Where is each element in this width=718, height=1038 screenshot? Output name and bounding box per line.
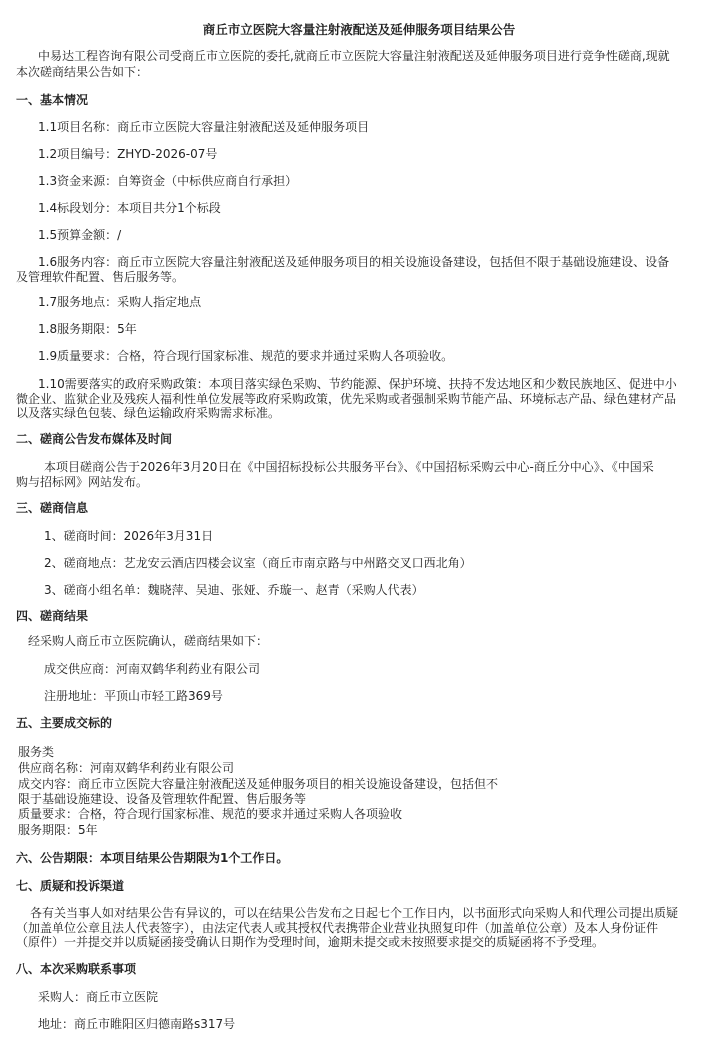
item-policy-line-2: 微企业、监狱企业及残疾人福利性单位发展等政府采购政策，优先采购或者强制采购节能产品、环境标志产品、绿色建材产品	[16, 392, 677, 406]
deal-content-line-2: 限于基础设施建设、设备及管理软件配置、售后服务等	[18, 792, 307, 806]
intro-line-2: 本次磋商结果公告如下：	[16, 65, 149, 79]
winning-supplier: 成交供应商：河南双鹤华利药业有限公司	[44, 662, 261, 676]
item-quality-requirement: 1.9质量要求：合格，符合现行国家标准、规范的要求并通过采购人各项验收。	[38, 349, 454, 363]
publication-line-2: 购与招标网》网站发布。	[16, 475, 149, 489]
section-notice-period-heading: 六、公告期限：本项目结果公告期限为1个工作日。	[16, 851, 289, 865]
item-service-period: 1.8服务期限：5年	[38, 322, 137, 336]
section-publication-heading: 二、磋商公告发布媒体及时间	[16, 432, 173, 446]
deal-quality: 质量要求：合格，符合现行国家标准、规范的要求并通过采购人各项验收	[18, 807, 403, 821]
deal-service-period: 服务期限：5年	[18, 823, 98, 837]
section-complaint-heading: 七、质疑和投诉渠道	[16, 879, 125, 893]
section-contact-heading: 八、本次采购联系事项	[16, 962, 137, 976]
intro-line-1: 中易达工程咨询有限公司受商丘市立医院的委托,就商丘市立医院大容量注射液配送及延伸服务项目进行竞争性磋商,现就	[38, 49, 670, 63]
registered-address: 注册地址：平顶山市轻工路369号	[44, 689, 223, 703]
complaint-line-3: （原件）一并提交并以质疑函接受确认日期作为受理时间，逾期未提交或未按照要求提交的质疑函将不予受理。	[16, 935, 605, 949]
deal-supplier-name: 供应商名称：河南双鹤华利药业有限公司	[18, 761, 235, 775]
item-service-content-line-2: 及管理软件配置、售后服务等。	[16, 270, 185, 284]
consultation-location: 2、磋商地点：艺龙安云酒店四楼会议室（商丘市南京路与中州路交叉口西北角）	[44, 556, 472, 570]
page-title: 商丘市立医院大容量注射液配送及延伸服务项目结果公告	[202, 22, 516, 37]
consultation-time: 1、磋商时间：2026年3月31日	[44, 529, 214, 543]
contact-address: 地址：商丘市睢阳区归德南路s317号	[38, 1017, 236, 1031]
contact-buyer: 采购人：商丘市立医院	[38, 990, 159, 1004]
item-project-number: 1.2项目编号：ZHYD-2026-07号	[38, 147, 218, 161]
deal-content-line-1: 成交内容：商丘市立医院大容量注射液配送及延伸服务项目的相关设施设备建设，包括但不	[18, 777, 499, 791]
complaint-line-2: （加盖单位公章且法人代表签字），由法定代表人或其授权代表携带企业营业执照复印件（加盖单位公章）及本人身份证件	[16, 921, 659, 935]
item-project-name: 1.1项目名称：商丘市立医院大容量注射液配送及延伸服务项目	[38, 120, 370, 134]
section-deal-subject-heading: 五、主要成交标的	[16, 716, 113, 730]
result-confirmation: 经采购人商丘市立医院确认，磋商结果如下：	[28, 634, 269, 648]
publication-line-1: 本项目磋商公告于2026年3月20日在《中国招标投标公共服务平台》、《中国招标采购云中心-商丘分中心》、《中国采	[44, 460, 654, 474]
item-policy-line-3: 以及落实绿色包装、绿色运输政府采购需求标准。	[16, 406, 281, 420]
consultation-panel: 3、磋商小组名单：魏晓萍、吴迪、张娅、乔璇一、赵青（采购人代表）	[44, 583, 424, 597]
item-service-content-line-1: 1.6服务内容：商丘市立医院大容量注射液配送及延伸服务项目的相关设施设备建设，包括但不限于基础设施建设、设备	[38, 255, 670, 269]
section-result-heading: 四、磋商结果	[16, 609, 89, 623]
item-service-location: 1.7服务地点：采购人指定地点	[38, 295, 202, 309]
complaint-line-1: 各有关当事人如对结果公告有异议的，可以在结果公告发布之日起七个工作日内，以书面形式向采购人和代理公司提出质疑	[30, 906, 679, 920]
section-basic-info-heading: 一、基本情况	[16, 93, 89, 107]
item-budget: 1.5预算金额：/	[38, 228, 122, 242]
section-consultation-heading: 三、磋商信息	[16, 501, 89, 515]
deal-category: 服务类	[18, 745, 55, 759]
item-lot-division: 1.4标段划分：本项目共分1个标段	[38, 201, 221, 215]
item-policy-line-1: 1.10需要落实的政府采购政策：本项目落实绿色采购、节约能源、保护环境、扶持不发达地区和少数民族地区、促进中小	[38, 377, 677, 391]
item-fund-source: 1.3资金来源：自筹资金（中标供应商自行承担）	[38, 174, 298, 188]
